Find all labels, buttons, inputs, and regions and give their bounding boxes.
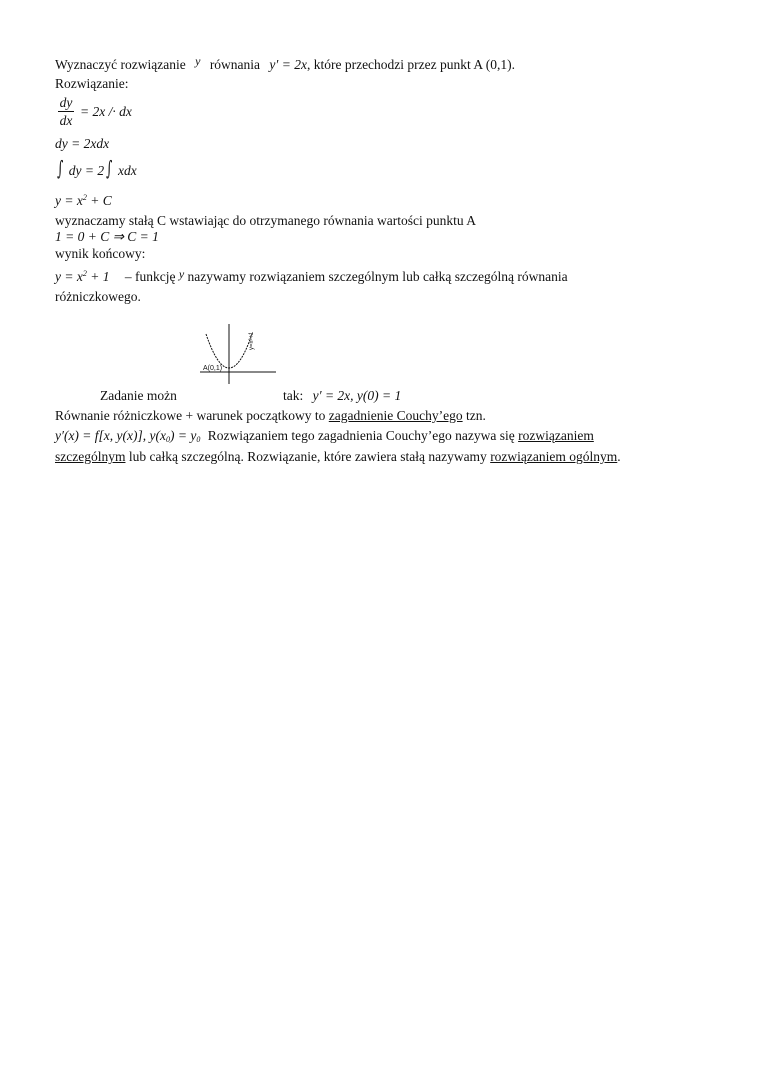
cauchy-equation-sub: 0 [166, 435, 170, 444]
integral-lhs: dy = 2 [68, 163, 105, 178]
cauchy-definition-line-2 [55, 449, 621, 465]
cauchy-equation-b: ) = y [170, 428, 197, 443]
general-solution [55, 190, 112, 209]
general-solution-rhs: + C [90, 193, 112, 208]
particular-text-3: różniczkowego. [55, 289, 141, 304]
solution-heading: Rozwiązanie: [55, 76, 129, 91]
integral-sign: ∫ [57, 156, 64, 180]
point-label: A(0,1) [203, 365, 223, 372]
particular-lhs: y = x [55, 269, 83, 284]
derivative-fraction [58, 95, 74, 128]
integral-sign-2: ∫ [106, 156, 113, 180]
final-result-label: wynik końcowy: [55, 246, 146, 261]
fraction-rhs: = 2x /· dx [80, 104, 132, 119]
constant-equation: 1 = 0 + C ⇒ C = 1 [55, 229, 159, 244]
problem-equation: y′ = 2x [269, 57, 307, 72]
parabola-graph [200, 322, 280, 384]
cauchy-definition-line [55, 428, 594, 448]
problem-statement [55, 54, 516, 73]
integral-rhs: xdx [117, 163, 137, 178]
problem-var-y: y [195, 54, 201, 68]
curve-label: y=x²+1 [249, 331, 255, 350]
task-text-1: Zadanie możn [100, 388, 177, 403]
cauchy-problem-term: zagadnienie Couchy’ego [328, 408, 463, 423]
problem-text-3: , które przechodzi przez punkt A (0,1). [306, 57, 516, 72]
cauchy-text-1: Równanie różniczkowe + warunek początkowy to [55, 408, 326, 423]
cauchy-definition-text-2: lub całką szczególną. Rozwiązanie, które zawiera stałą nazywamy [128, 449, 487, 464]
equation-integral [55, 156, 137, 180]
term-particular-2: szczególnym [55, 449, 126, 464]
particular-rhs: + 1 [90, 269, 110, 284]
fraction-denominator: dx [59, 113, 73, 128]
general-solution-exp: 2 [82, 193, 87, 202]
cauchy-equation-a: y′(x) = f[x, y(x)], y(x [55, 428, 166, 443]
problem-text-1: Wyznaczyć rozwiązanie [55, 57, 186, 72]
equation-separated: dy = 2xdx [55, 136, 110, 151]
particular-text-2: nazywamy rozwiązaniem szczególnym lub całką szczególną równania [187, 269, 568, 284]
problem-text-2: równania [209, 57, 261, 72]
particular-text-1: – funkcję [124, 269, 176, 284]
cauchy-line [55, 408, 486, 424]
cauchy-definition-text: Rozwiązaniem tego zagadnienia Couchy’ego nazywa się [207, 428, 515, 443]
task-line [283, 388, 401, 404]
task-equation: y′ = 2x, y(0) = 1 [312, 388, 402, 403]
particular-solution-line [55, 266, 568, 285]
task-text-2: tak: [283, 388, 304, 403]
final-period: . [617, 449, 621, 464]
particular-var-y: y [178, 267, 185, 281]
fraction-numerator: dy [59, 95, 73, 110]
general-solution-lhs: y = x [55, 193, 83, 208]
term-particular-1: rozwiązaniem [518, 428, 594, 443]
cauchy-text-2: tzn. [465, 408, 486, 423]
constant-explanation: wyznaczamy stałą C wstawiając do otrzymanego równania wartości punktu A [55, 213, 476, 228]
particular-exp: 2 [82, 269, 87, 278]
term-general-solution: rozwiązaniem ogólnym [490, 449, 618, 464]
cauchy-equation-sub2: 0 [196, 435, 201, 444]
